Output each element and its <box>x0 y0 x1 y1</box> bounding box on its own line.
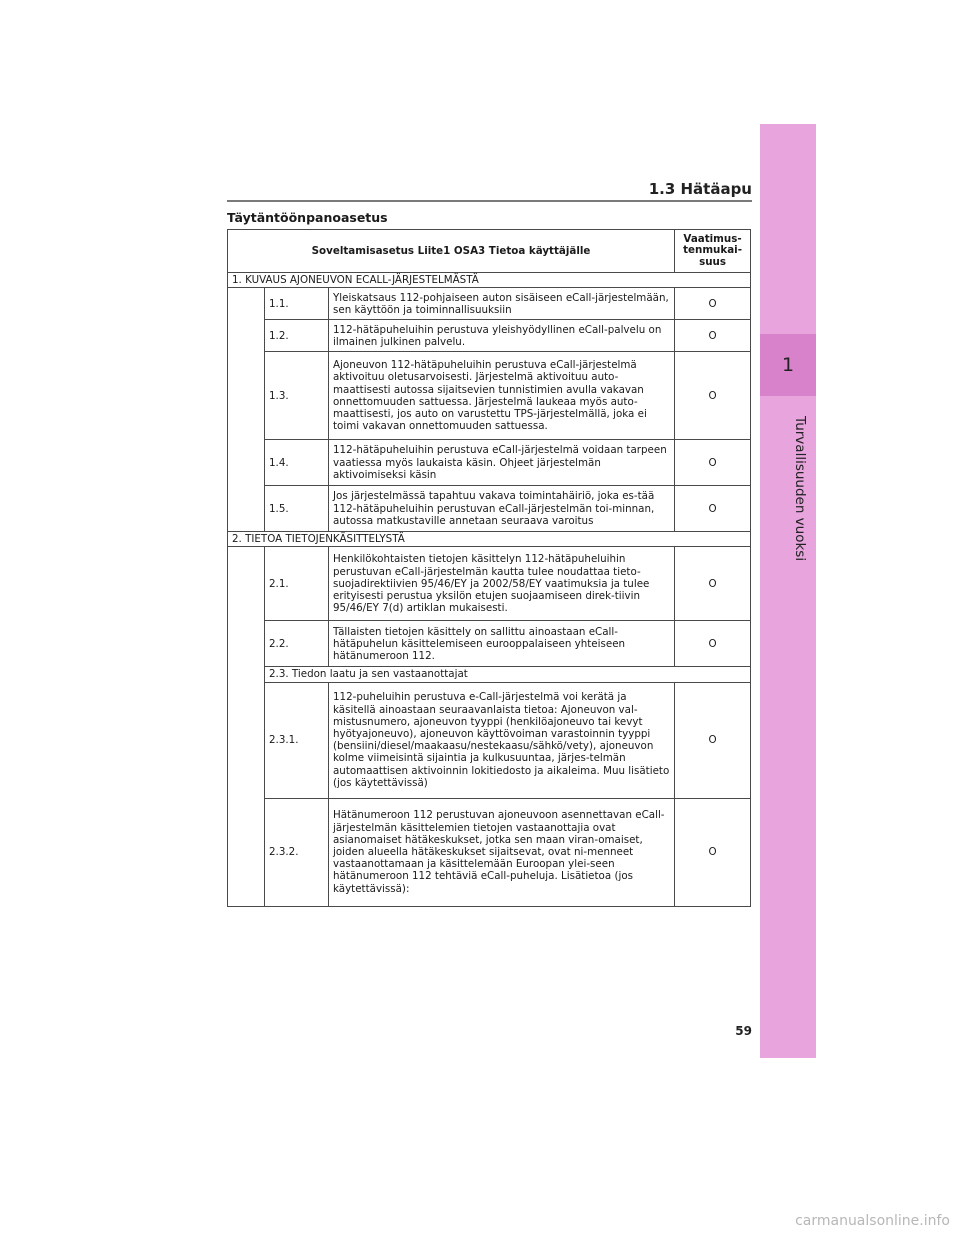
row-text: 112-hätäpuheluihin perustuva eCall-järjestelmä voidaan tarpeen vaatiessa myös laukaista käsin. Ohjeet järjestelmän aktivoimiseksi käsin <box>329 440 675 486</box>
page-heading: Täytäntöönpanoasetus <box>227 210 388 225</box>
ecall-info-table <box>227 229 751 907</box>
indent-cell <box>228 547 265 906</box>
chapter-title: Turvallisuuden vuoksi <box>792 416 808 562</box>
row-requirement: O <box>675 320 751 352</box>
row-text: Tällaisten tietojen käsittely on sallittu ainoastaan eCall-hätäpuhelun käsittelemiseen eurooppalaiseen yhteiseen hätänumeroon 112. <box>329 621 675 667</box>
table-row <box>228 547 751 621</box>
row-requirement: O <box>675 798 751 906</box>
row-number: 1.2. <box>265 320 329 352</box>
table-row <box>228 320 751 352</box>
table-row <box>228 682 751 798</box>
header-divider <box>227 200 752 202</box>
section-title: 1.3 Hätäapu <box>648 180 752 198</box>
row-requirement: O <box>675 547 751 621</box>
row-number: 2.1. <box>265 547 329 621</box>
row-text: Yleiskatsaus 112-pohjaiseen auton sisäiseen eCall-järjestelmään, sen käyttöön ja toiminnallisuuksiin <box>329 288 675 320</box>
row-number: 2.3.2. <box>265 798 329 906</box>
page-number: 59 <box>735 1024 752 1038</box>
table-row <box>228 288 751 320</box>
row-number: 1.4. <box>265 440 329 486</box>
section-row <box>228 273 751 288</box>
table-header-row <box>228 230 751 273</box>
row-text: Hätänumeroon 112 perustuvan ajoneuvoon asennettavan eCall-järjestelmän käsittelemien tietojen vastaanottajia ovat asianomaiset hätäkeskukset, jotka sen maan viran-omaiset, joiden alueella hätäkeskukset sijaitsevat, ovat ni-menneet vastaanottamaan ja käsittelemään Euroopan ylei-seen hätänumeroon 112 tehtäviä eCall-puheluja. Lisätietoa (jos käytettävissä): <box>329 798 675 906</box>
row-text: Ajoneuvon 112-hätäpuheluihin perustuva eCall-järjestelmä aktivoituu oletusarvoisesti. Järjestelmä aktivoituu auto-maattisesti autossa sijaitsevien tunnistimien avulla vakavan onnettomuuden sattuessa. Järjestelmä laukeaa myös auto-maattisesti, jos auto on varustettu TPS-järjestelmällä, joka ei toimi vakavan onnettomuuden sattuessa. <box>329 352 675 440</box>
column-header-main: Soveltamisasetus Liite1 OSA3 Tietoa käyttäjälle <box>228 230 675 273</box>
row-text: Jos järjestelmässä tapahtuu vakava toimintahäiriö, joka es-tää 112-hätäpuheluihin perustuvan eCall-järjestelmän toi-minnan, autossa matkustaville annetaan seuraava varoitus <box>329 486 675 532</box>
row-number: 1.3. <box>265 352 329 440</box>
row-requirement: O <box>675 486 751 532</box>
table-row <box>228 486 751 532</box>
row-text: 112-hätäpuheluihin perustuva yleishyödyllinen eCall-palvelu on ilmainen julkinen palvelu. <box>329 320 675 352</box>
row-number: 2.2. <box>265 621 329 667</box>
row-number: 1.1. <box>265 288 329 320</box>
column-header-requirement: Vaatimus- tenmukai- suus <box>675 230 751 273</box>
subsection-row <box>228 667 751 682</box>
chapter-number: 1 <box>760 334 816 396</box>
table-row <box>228 621 751 667</box>
row-text: 112-puheluihin perustuva e-Call-järjestelmä voi kerätä ja käsitellä ainoastaan seuraavanlaista tietoa: Ajoneuvon val-mistusnumero, ajoneuvon tyyppi (henkilöajoneuvo tai kevyt hyötyajoneuvo), ajoneuvon käyttövoiman varastoinnin tyyppi (bensiini/diesel/maakaasu/nestekaasu/sähkö/vety), ajoneuvon kolme viimeisintä sijaintia ja kulkusuuntaa, järjes-telmän automaattisen aktivoinnin lokitiedosto ja aikaleima. Muu lisätieto (jos käytettävissä) <box>329 682 675 798</box>
row-requirement: O <box>675 352 751 440</box>
row-number: 1.5. <box>265 486 329 532</box>
subsection-2-3-title: 2.3. Tiedon laatu ja sen vastaanottajat <box>265 667 751 682</box>
row-number: 2.3.1. <box>265 682 329 798</box>
section-2-title: 2. TIETOA TIETOJENKÄSITTELYSTÄ <box>228 532 751 547</box>
section-1-title: 1. KUVAUS AJONEUVON ECALL-JÄRJESTELMÄSTÄ <box>228 273 751 288</box>
chapter-side-tab <box>760 124 816 1058</box>
watermark-text: carmanualsonline.info <box>795 1213 950 1229</box>
section-row <box>228 532 751 547</box>
table-row <box>228 352 751 440</box>
indent-cell <box>228 288 265 532</box>
row-requirement: O <box>675 621 751 667</box>
row-requirement: O <box>675 288 751 320</box>
table-row <box>228 798 751 906</box>
row-requirement: O <box>675 440 751 486</box>
table-row <box>228 440 751 486</box>
row-text: Henkilökohtaisten tietojen käsittelyn 112-hätäpuheluihin perustuvan eCall-järjestelmän kautta tulee noudattaa tieto-suojadirektiivien 95/46/EY ja 2002/58/EY vaatimuksia ja tulee erityisesti perustua yksilön etujen suojaamiseen direk-tiivin 95/46/EY 7(d) artiklan mukaisesti. <box>329 547 675 621</box>
row-requirement: O <box>675 682 751 798</box>
